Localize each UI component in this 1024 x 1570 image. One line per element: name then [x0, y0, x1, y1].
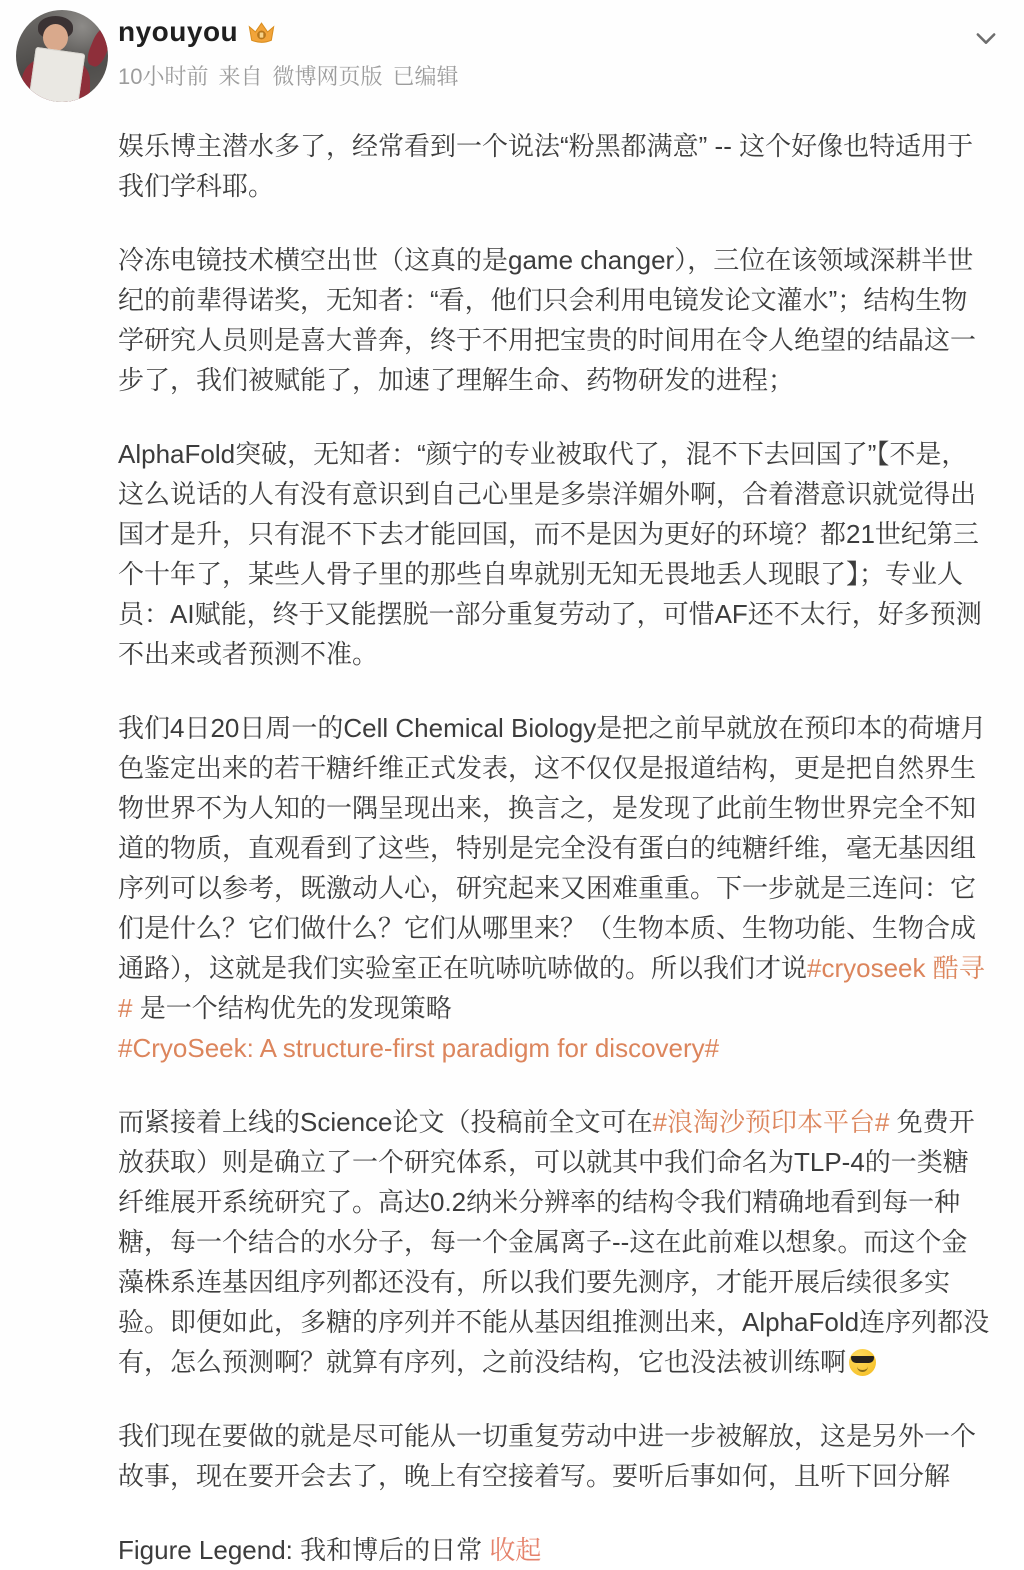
post-text: Figure Legend: 我和博后的日常	[118, 1535, 490, 1565]
post-text: AlphaFold突破，无知者：“颜宁的专业被取代了，混不下去回国了”【不是，这么说话的人有没有意识到自己心里是多崇洋媚外啊，合着潜意识就觉得出国才是升，只有混不下去才能回国，而不是因为更好的环境？都21世纪第三个十年了，某些人骨子里的那些自卑就别无知无畏地丢人现眼了】；专业人员：AI赋能，终于又能摆脱一部分重复劳动了，可惜AF还不太行，好多预测不出来或者预测不准。	[118, 439, 982, 669]
hashtag-preprint-platform-link[interactable]: #浪淘沙预印本平台#	[652, 1107, 890, 1137]
post-paragraph	[118, 434, 992, 674]
post-paragraph	[118, 1416, 992, 1496]
avatar[interactable]	[16, 10, 108, 102]
post-paragraph	[118, 1530, 992, 1570]
avatar-art	[28, 46, 84, 102]
header-text	[118, 16, 459, 91]
post-paragraph	[118, 708, 992, 1068]
post-text: 是一个结构优先的发现策略	[132, 993, 452, 1023]
hashtag-cryoseek-link[interactable]: #cryoseek 酷寻#	[118, 953, 985, 1023]
post-paragraph	[118, 126, 992, 206]
post-header	[0, 0, 1024, 104]
post-text: 娱乐博主潜水多了，经常看到一个说法“粉黑都满意” -- 这个好像也特适用于我们学科耶。	[118, 131, 974, 201]
source-link[interactable]: 微博网页版	[272, 64, 383, 89]
timestamp: 10小时前	[118, 64, 209, 89]
chevron-down-icon[interactable]	[972, 24, 1000, 52]
post-text: 我们4日20日周一的Cell Chemical Biology是把之前早就放在预印本的荷塘月色鉴定出来的若干糖纤维正式发表，这不仅仅是报道结构，更是把自然界生物世界不为人知的一隅呈现出来，换言之，是发现了此前生物世界完全不知道的物质，直观看到了这些，特别是完全没有蛋白的纯糖纤维，毫无基因组序列可以参考，既激动人心，研究起来又困难重重。下一步就是三连问：它们是什么？它们做什么？它们从哪里来？（生物本质、生物功能、生物合成通路），这就是我们实验室正在吭哧吭哧做的。所以我们才说	[118, 713, 987, 983]
sunglasses-emoji	[849, 1349, 876, 1376]
avatar-art	[84, 27, 108, 69]
post-meta	[118, 60, 459, 91]
post-paragraph	[118, 1102, 992, 1382]
edited-label: 已编辑	[392, 64, 459, 89]
post-text: 我们现在要做的就是尽可能从一切重复劳动中进一步被解放，这是另外一个故事，现在要开会去了，晚上有空接着写。要听后事如何，且听下回分解	[118, 1421, 977, 1491]
username[interactable]: nyouyou	[118, 16, 239, 47]
hashtag-cryoseek-en-link[interactable]: #CryoSeek: A structure-first paradigm for discovery#	[118, 1033, 720, 1063]
vip-crown-icon	[246, 20, 277, 46]
avatar-art	[43, 24, 69, 52]
post-text: 而紧接着上线的Science论文（投稿前全文可在	[118, 1107, 653, 1137]
source-prefix: 来自	[218, 64, 263, 89]
post-body	[118, 104, 992, 1570]
post-text: 免费开放获取）则是确立了一个研究体系，可以就其中我们命名为TLP-4的一类糖纤维展开系统研究了。高达0.2纳米分辨率的结构令我们精确地看到每一种糖，每一个结合的水分子，每一个金属离子--这在此前难以想象。而这个金藻株系连基因组序列都还没有，所以我们要先测序，才能开展后续很多实验。即便如此，多糖的序列并不能从基因组推测出来，AlphaFold连序列都没有，怎么预测啊？就算有序列，之前没结构，它也没法被训练啊	[118, 1107, 990, 1377]
post-text: 冷冻电镜技术横空出世（这真的是game changer），三位在该领域深耕半世纪的前辈得诺奖，无知者：“看，他们只会利用电镜发论文灌水”；结构生物学研究人员则是喜大普奔，终于不用把宝贵的时间用在令人绝望的结晶这一步了，我们被赋能了，加速了理解生命、药物研发的进程；	[118, 245, 977, 395]
collapse-link[interactable]: 收起	[489, 1535, 542, 1565]
post-paragraph	[118, 240, 992, 400]
